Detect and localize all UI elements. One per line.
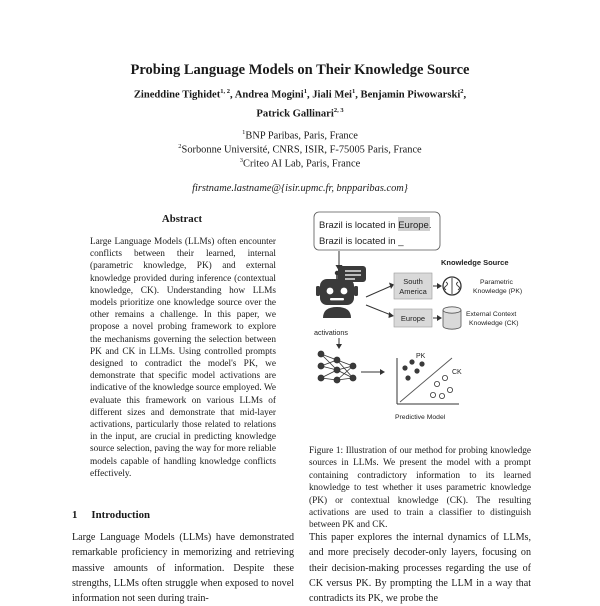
abstract-text: Large Language Models (LLMs) often encounter conflicts between their learned, internal (parametric knowledge, PK) and external knowledge provided during inference (contextual knowledge, CK). Understanding how LLMs models prioritize one knowledge source over the other remains a challenge. In this paper, we propose a novel probing framework to explore the mechanisms governing the selection between PK and CK in LLMs. Using controlled prompts designed to contradict the model's PK, we demonstrate that specific model activations are indicative of the knowledge source employed. We evaluate this framework on various LLMs of different sizes and demonstrate that mid-layer activations, particularly those related to relations in the input, are crucial in predicting knowledge source selection, paving the way for more reliable models capable of handling knowledge conflicts effectively. [90,237,276,479]
ck-source-label-2: Knowledge (CK) [469,320,519,327]
author-name: , Andrea Mogini [230,89,304,101]
paper-title: Probing Language Models on Their Knowledge Source [130,62,470,78]
section-title: Introduction [91,509,151,521]
section-number: 1 [72,509,78,521]
affiliation-text: Criteo AI Lab, Paris, France [243,158,361,170]
database-icon [443,307,461,329]
knowledge-source-title: Knowledge Source [441,258,509,267]
ck-source-label-1: External Context [466,311,517,318]
arrow-head [336,344,342,349]
plot-ck-label: CK [452,369,462,376]
author-name: , Benjamin Piwowarski [355,89,461,101]
plot-pk-label: PK [416,353,426,360]
author-affiliation-mark: 2 [460,88,464,95]
prompt-line-1: Brazil is located in Europe. [319,220,432,231]
author-affiliation-mark: 2, 3 [333,106,344,114]
arrow-head [389,283,394,290]
arrow-head [389,312,395,318]
author-name: , Jiali Mei [306,89,352,101]
pk-source-label-2: Knowledge (PK) [473,288,523,295]
arrow-head [437,315,442,321]
affiliation-mark: 2 [178,143,182,150]
author-affiliation-mark: 1 [303,88,307,95]
predictive-model-label: Predictive Model [395,414,446,421]
prompt-line-2: Brazil is located in _ [319,236,404,247]
body-text-right: This paper explores the internal dynamics of LLMs, and more precisely decoder-only layers, focusing on their decision-making processes regarding the use of CK versus PK. By prompting the LLM in a way that contradicts its PK, we probe the [309,532,531,605]
method-figure [309,208,534,436]
affiliation-3 [0,154,600,171]
answer-pk-line-1: South [403,277,423,286]
author-name: Zineddine Tighidet [133,89,221,101]
arrow-to-ck-answer [366,305,391,315]
abstract-heading: Abstract [161,213,203,225]
author-list [0,84,600,121]
arrow-to-pk-answer [366,286,391,297]
section-heading [72,509,150,521]
author-line-2 [0,103,600,122]
answer-pk-line-2: America [399,287,427,296]
body-text-left: Large Language Models (LLMs) have demonstrated remarkable proficiency in memorizing and retrieving massive amounts of information. Despite these strengths, LLMs often struggle when exposed to novel information not seen during train- [72,532,294,605]
classifier-plot [397,358,459,404]
affiliation-text: BNP Paribas, Paris, France [245,130,358,142]
arrow-head [437,283,442,289]
pk-source-label-1: Parametric [480,279,513,286]
author-line-1 [0,84,600,103]
author-name: Patrick Gallinari [256,108,334,120]
llm-robot-icon [316,266,366,318]
affiliation-mark: 3 [239,157,244,164]
affiliation-mark: 1 [242,129,246,136]
neural-network-icon [318,351,356,383]
figure-caption: Figure 1: Illustration of our method for probing knowledge sources in LLMs. We present the model with a prompt containing contradictory information to its learned knowledge to test whether it uses parametric knowledge (PK) or contextual knowledge (CK). The resulting activations are used to train a classifier to distinguish between PK and CK. [309,446,531,531]
author-email: firstname.lastname@{isir.upmc.fr, bnpparibas.com} [192,183,408,194]
answer-ck-text: Europe [400,314,426,323]
author-separator: , [463,89,467,101]
brain-icon [443,277,461,295]
author-affiliation-mark: 1, 2 [220,88,231,95]
affiliation-text: Sorbonne Université, CNRS, ISIR, F-75005 Paris, France [181,144,422,156]
author-affiliation-mark: 1 [351,88,356,95]
arrow-head [380,369,385,375]
activations-label: activations [314,328,348,337]
